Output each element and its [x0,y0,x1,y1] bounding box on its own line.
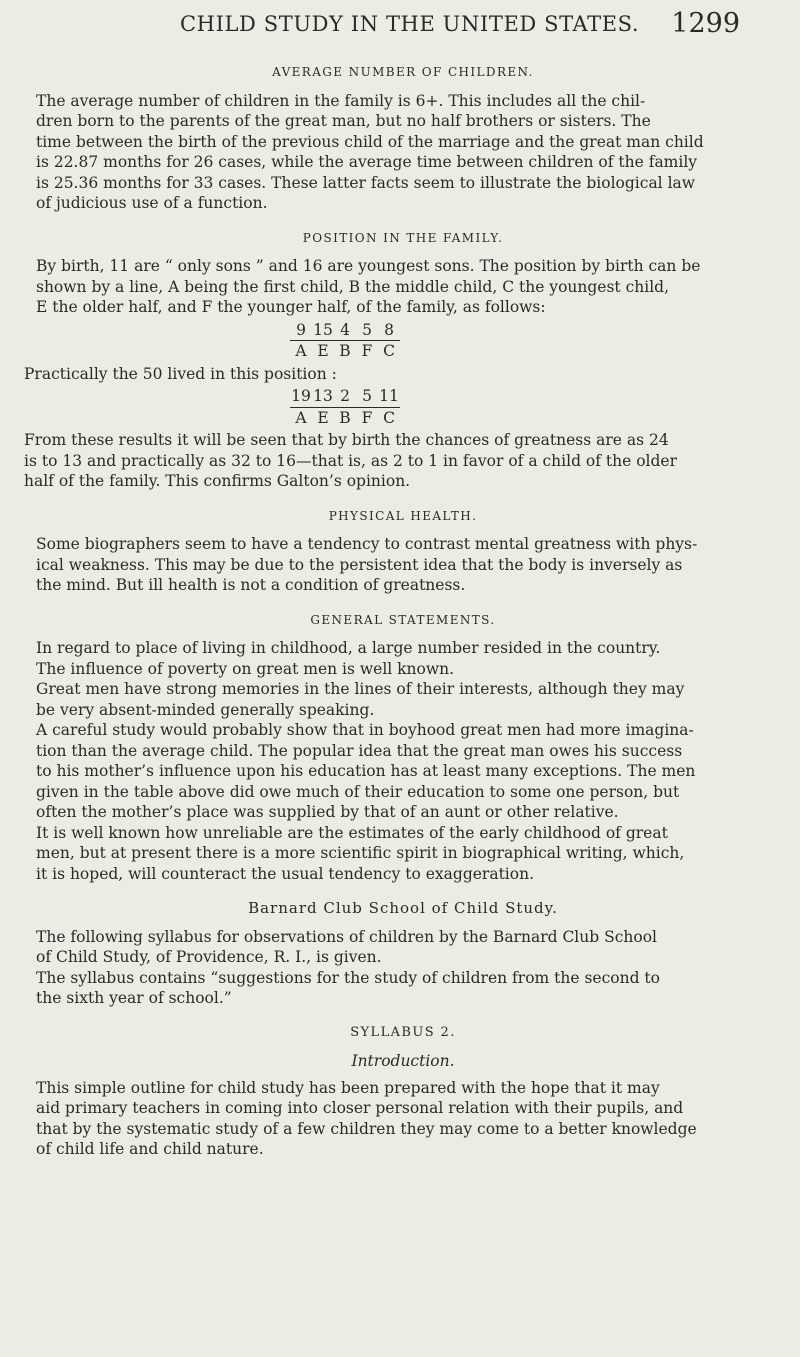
table-cell: 19 [291,387,311,405]
text-line: is 22.87 months for 26 cases, while the average time between children of the family [36,153,698,171]
text-line: given in the table above did owe much of their education to some one person, but [36,782,680,801]
text-line: tion than the average child. The popular idea that the great man owes his success [36,741,683,760]
text-line: E the older half, and F the younger half, of the family, as follows: [36,298,546,316]
page-number: 1299 [671,8,740,39]
position-letters-row [290,340,400,362]
paragraph-general-statements [24,638,782,884]
page-body [24,56,782,1160]
text-line: shown by a line, A being the first child, B the middle child, C the youngest child, [36,277,669,296]
text-line: aid primary teachers in coming into closer personal relation with their pupils, and [36,1099,684,1117]
table-cell: 2 [340,387,350,405]
text-line: that by the systematic study of a few children they may come to a better knowledge [36,1119,697,1138]
table-cell: E [317,408,329,427]
practically-line: Practically the 50 lived in this position : [24,364,337,383]
position-table-birth [24,320,782,362]
text-line: the sixth year of school.” [36,989,232,1007]
text-line: From these results it will be seen that by birth the chances of greatness are as 24 [24,431,669,449]
table-cell: F [361,408,373,427]
paragraph-introduction [24,1078,782,1160]
text-line: be very absent-minded generally speaking. [36,700,375,719]
subheading-introduction: Introduction. [351,1052,455,1070]
text-line: This simple outline for child study has been prepared with the hope that it may [36,1078,660,1097]
text-line: is 25.36 months for 33 cases. These latter facts seem to illustrate the biological law [36,173,696,192]
table-cell: 11 [379,387,399,405]
position-table-practically [24,386,782,428]
text-line: men, but at present there is a more scientific spirit in biographical writing, which, [36,844,685,862]
text-line: Some biographers seem to have a tendency to contrast mental greatness with phys- [36,535,698,553]
text-line: The influence of poverty on great men is well known. [36,659,455,678]
paragraph-position-results [24,430,782,492]
text-line: dren born to the parents of the great man, but no half brothers or sisters. The [36,112,651,130]
position-numbers-row [24,386,782,407]
heading-average-children: AVERAGE NUMBER OF CHILDREN. [272,65,534,79]
text-line: The following syllabus for observations of children by the Barnard Club School [36,927,657,946]
heading-position: POSITION IN THE FAMILY. [302,230,504,245]
table-cell: 9 [296,320,306,339]
text-line: it is hoped, will counteract the usual tendency to exaggeration. [36,864,534,883]
text-line: often the mother’s place was supplied by that of an aunt or other relative. [36,803,619,821]
text-line: half of the family. This confirms Galton’s opinion. [24,472,411,490]
text-line: of judicious use of a function. [36,194,268,212]
heading-physical-health: PHYSICAL HEALTH. [328,508,478,523]
table-cell: 5 [362,320,372,339]
text-line: of Child Study, of Providence, R. I., is given. [36,948,382,966]
table-cell: E [317,342,329,360]
text-line: the mind. But ill health is not a condition of greatness. [36,576,466,594]
heading-syllabus: SYLLABUS 2. [350,1024,456,1040]
text-line: ical weakness. This may be due to the persistent idea that the body is inversely as [36,555,683,574]
heading-barnard-club: Barnard Club School of Child Study. [248,899,558,917]
table-cell: A [295,342,307,360]
table-cell: 4 [340,320,350,339]
text-line: The average number of children in the family is 6+. This includes all the chil- [36,91,646,110]
heading-general-statements: GENERAL STATEMENTS. [310,612,496,627]
paragraph-position [24,256,782,318]
paragraph-average-children [24,91,782,214]
text-line: time between the birth of the previous child of the marriage and the great man child [36,132,704,151]
position-letters-row [290,407,400,429]
text-line: is to 13 and practically as 32 to 16—that is, as 2 to 1 in favor of a child of the older [24,451,678,470]
text-line: By birth, 11 are “ only sons ” and 16 are youngest sons. The position by birth can be [36,257,701,275]
page-header [180,8,740,42]
paragraph-physical-health [24,534,782,596]
text-line: to his mother’s influence upon his education has at least many exceptions. The men [36,762,696,780]
table-cell: A [295,408,307,427]
table-cell: B [339,408,351,427]
text-line: It is well known how unreliable are the estimates of the early childhood of great [36,823,668,842]
table-cell: 13 [313,387,333,405]
table-cell: 8 [384,320,394,339]
text-line: Great men have strong memories in the lines of their interests, although they may [36,680,685,698]
table-cell: B [339,342,351,360]
text-line: A careful study would probably show that in boyhood great men had more imagina- [36,721,694,739]
table-cell: C [383,408,395,427]
table-cell: C [383,342,395,360]
paragraph-barnard-club [24,927,782,1009]
text-line: The syllabus contains “suggestions for the study of children from the second to [36,968,660,987]
running-title: CHILD STUDY IN THE UNITED STATES. [180,12,640,36]
table-cell: 5 [362,387,372,405]
position-numbers-row [24,320,782,341]
table-cell: F [361,342,373,360]
text-line: of child life and child nature. [36,1140,264,1158]
table-cell: 15 [313,320,333,339]
text-line: In regard to place of living in childhood, a large number resided in the country. [36,639,661,657]
